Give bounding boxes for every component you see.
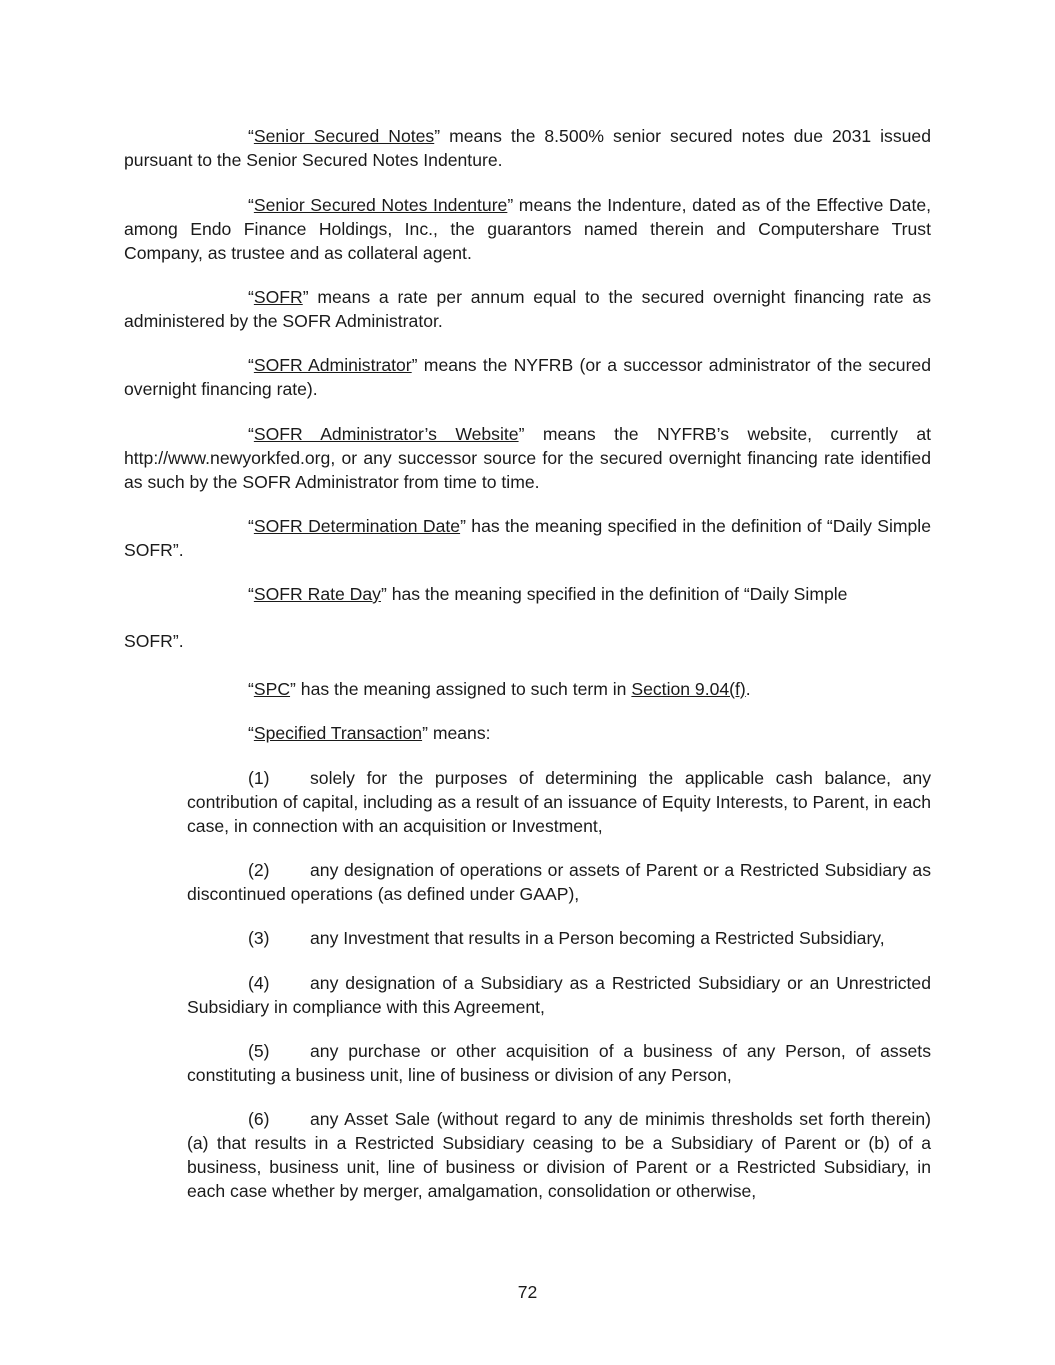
item-text: solely for the purposes of determining the applicable cash balance, any contribution of capital, including as a result of an issuance of Equity Interests, to Parent, in each case, in connection with an acquisition or Investment, — [187, 768, 931, 836]
definition-text: means the 8.500% senior secured notes due 2031 issued pursuant to the Senior Secured Notes Indenture. — [124, 126, 931, 170]
item-number: (1) — [248, 768, 270, 788]
definition-senior-secured-notes — [124, 124, 931, 172]
item-text: any Asset Sale (without regard to any de minimis thresholds set forth therein) (a) that results in a Restricted Subsidiary ceasing to be a Subsidiary of Parent or (b) of a business, business unit, line of business or division of Parent or a Restricted Subsidiary, in each case whether by merger, amalgamation, consolidation or otherwise, — [187, 1109, 931, 1201]
definition-text: means the NYFRB (or a successor administrator of the secured overnight financing rate). — [124, 355, 931, 399]
open-quote: “ — [248, 723, 254, 743]
page-number: 72 — [517, 1282, 538, 1302]
definition-sofr-administrators-website — [124, 422, 931, 494]
item-number: (5) — [248, 1041, 270, 1061]
close-quote: ” — [434, 126, 441, 146]
list-item-1 — [187, 766, 931, 838]
defined-term: Senior Secured Notes — [253, 126, 435, 146]
open-quote: “ — [248, 679, 254, 699]
list-item-6 — [187, 1107, 931, 1203]
definition-text: means: — [427, 723, 491, 743]
item-number: (4) — [248, 973, 270, 993]
punctuation: . — [745, 679, 751, 699]
open-quote: “ — [248, 584, 254, 604]
definition-text: has the meaning specified in the definition of “Daily Simple — [386, 584, 848, 604]
item-text: any designation of a Subsidiary as a Restricted Subsidiary or an Unrestricted Subsidiary in compliance with this Agreement, — [187, 973, 931, 1017]
definition-specified-transaction — [124, 721, 931, 745]
section-reference: Section 9.04(f) — [631, 679, 746, 699]
defined-term: SOFR Rate Day — [253, 584, 381, 604]
close-quote: ” — [507, 195, 514, 215]
defined-term: Senior Secured Notes Indenture — [253, 195, 508, 215]
open-quote: “ — [248, 287, 254, 307]
defined-term: SOFR Determination Date — [253, 516, 461, 536]
list-item-5 — [187, 1039, 931, 1087]
definition-sofr-administrator — [124, 353, 931, 401]
item-number: (3) — [248, 928, 270, 948]
definition-text: means a rate per annum equal to the secured overnight financing rate as administered by the SOFR Administrator. — [124, 287, 931, 331]
open-quote: “ — [248, 424, 254, 444]
defined-term: SOFR — [253, 287, 303, 307]
definition-text: has the meaning specified in the definition of “Daily Simple SOFR”. — [124, 516, 932, 560]
close-quote: ” — [302, 287, 309, 307]
close-quote: ” — [460, 516, 466, 536]
defined-term: SPC — [253, 679, 291, 699]
definition-sofr-rate-day-continuation — [124, 629, 931, 653]
item-text: any purchase or other acquisition of a business of any Person, of assets constituting a business unit, line of business or division of any Person, — [187, 1041, 931, 1085]
list-item-3 — [187, 926, 931, 950]
definition-text: means the Indenture, dated as of the Effective Date, among Endo Finance Holdings, Inc., the guarantors named therein and Computershare Trust Company, as trustee and as collateral agent. — [124, 195, 932, 263]
definition-text: has the meaning assigned to such term in — [295, 679, 632, 699]
close-quote: ” — [290, 679, 296, 699]
defined-term: SOFR Administrator — [253, 355, 412, 375]
definition-senior-secured-notes-indenture — [124, 193, 931, 265]
item-number: (6) — [248, 1109, 270, 1129]
definition-text: SOFR”. — [124, 631, 184, 651]
list-item-2 — [187, 858, 931, 906]
open-quote: “ — [248, 516, 254, 536]
list-item-4 — [187, 971, 931, 1019]
defined-term: SOFR Administrator’s Website — [253, 424, 519, 444]
defined-term: Specified Transaction — [253, 723, 423, 743]
item-text: any designation of operations or assets of Parent or a Restricted Subsidiary as discontinued operations (as defined under GAAP), — [187, 860, 931, 904]
definition-sofr-determination-date — [124, 514, 931, 562]
close-quote: ” — [422, 723, 428, 743]
open-quote: “ — [248, 195, 254, 215]
open-quote: “ — [248, 355, 254, 375]
close-quote: ” — [380, 584, 387, 604]
close-quote: ” — [411, 355, 418, 375]
item-number: (2) — [248, 860, 270, 880]
definition-text: means the NYFRB’s website, currently at http://www.newyorkfed.org, or any successor source for the secured overnight financing rate identified as such by the SOFR Administrator from time to time. — [124, 424, 932, 492]
close-quote: ” — [518, 424, 525, 444]
definition-sofr — [124, 285, 931, 333]
definition-sofr-rate-day — [124, 582, 931, 606]
open-quote: “ — [248, 126, 254, 146]
definition-spc — [124, 677, 931, 701]
item-text: any Investment that results in a Person becoming a Restricted Subsidiary, — [310, 928, 885, 948]
